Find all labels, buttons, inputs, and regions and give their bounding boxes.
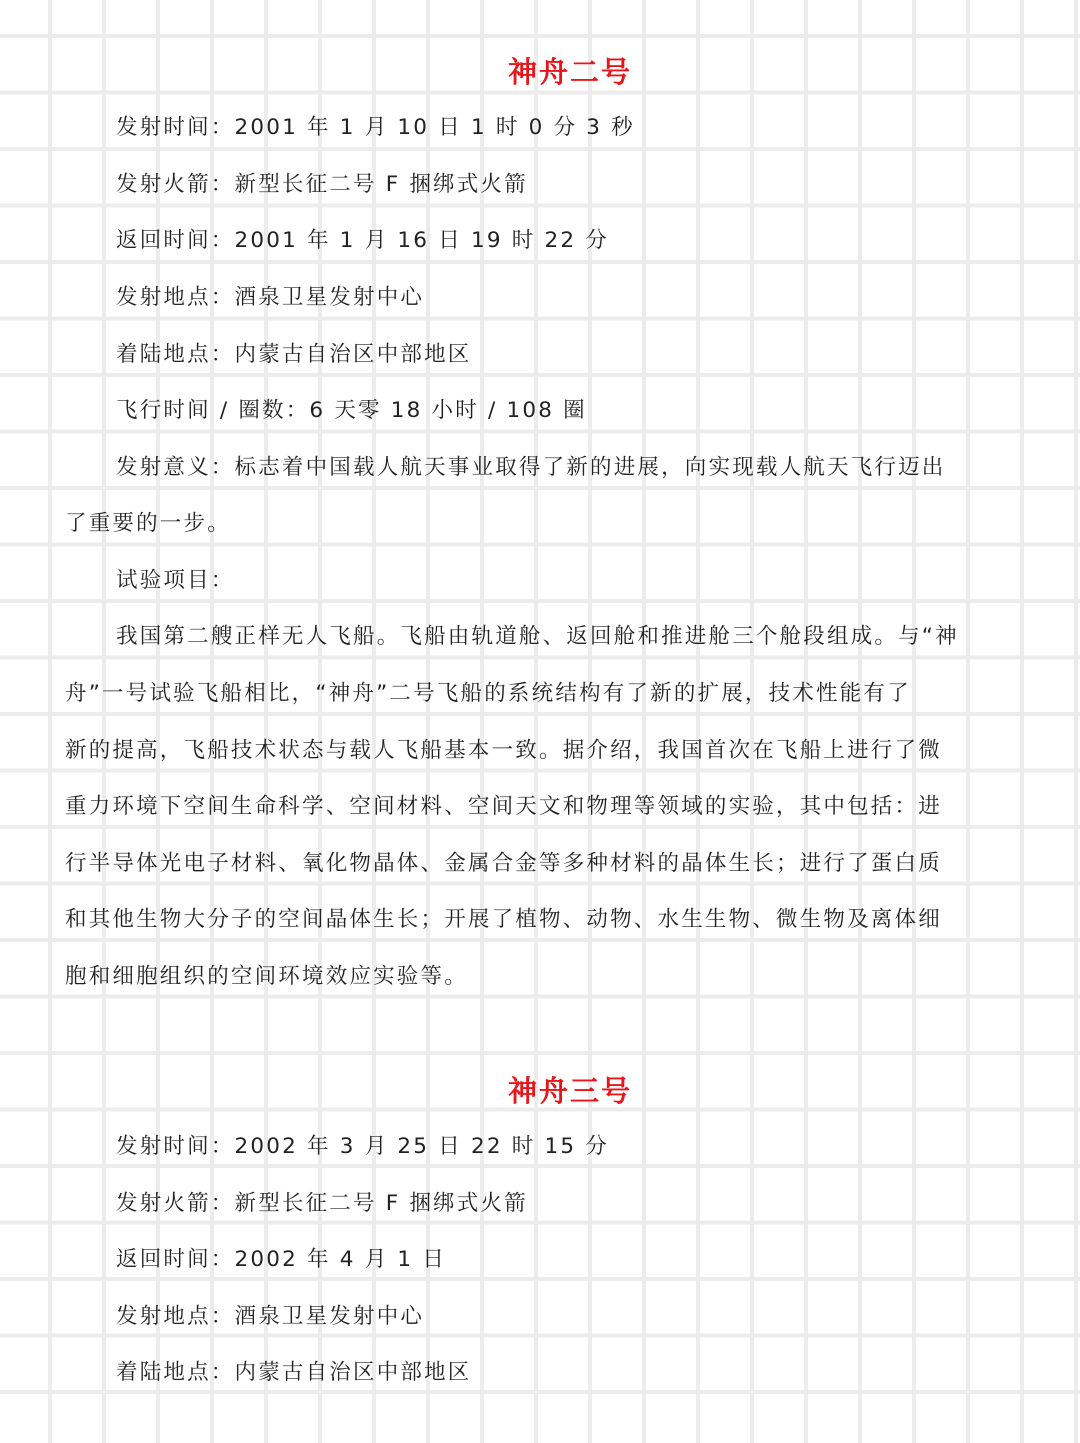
launch-site-line: 发射地点：酒泉卫星发射中心 xyxy=(116,285,425,310)
experiments-paragraph-line: 胞和细胞组织的空间环境效应实验等。 xyxy=(65,964,468,989)
return-time-line: 返回时间：2002 年 4 月 1 日 xyxy=(116,1247,447,1272)
significance-line: 发射意义：标志着中国载人航天事业取得了新的进展，向实现载人航天飞行迈出 xyxy=(116,455,946,480)
landing-site-line: 着陆地点：内蒙古自治区中部地区 xyxy=(116,1360,472,1385)
experiments-paragraph-line: 重力环境下空间生命科学、空间材料、空间天文和物理等领域的实验，其中包括：进 xyxy=(65,794,942,819)
experiments-paragraph-line: 舟”一号试验飞船相比，“神舟”二号飞船的系统结构有了新的扩展，技术性能有了 xyxy=(65,681,911,706)
section-title-shenzhou-3: 神舟三号 xyxy=(507,1074,632,1108)
flight-duration-line: 飞行时间 / 圈数：6 天零 18 小时 / 108 圈 xyxy=(116,398,587,423)
significance-line-cont: 了重要的一步。 xyxy=(65,511,231,536)
experiments-paragraph-line: 新的提高，飞船技术状态与载人飞船基本一致。据介绍，我国首次在飞船上进行了微 xyxy=(65,738,942,763)
launch-time-line: 发射时间：2002 年 3 月 25 日 22 时 15 分 xyxy=(116,1134,609,1159)
experiments-paragraph-line: 行半导体光电子材料、氧化物晶体、金属合金等多种材料的晶体生长；进行了蛋白质 xyxy=(65,851,942,876)
return-time-line: 返回时间：2001 年 1 月 16 日 19 时 22 分 xyxy=(116,228,609,253)
launch-rocket-line: 发射火箭：新型长征二号 F 捆绑式火箭 xyxy=(116,172,528,197)
experiments-paragraph-line: 和其他生物大分子的空间晶体生长；开展了植物、动物、水生生物、微生物及离体细 xyxy=(65,907,942,932)
landing-site-line: 着陆地点：内蒙古自治区中部地区 xyxy=(116,342,472,367)
launch-site-line: 发射地点：酒泉卫星发射中心 xyxy=(116,1304,425,1329)
experiments-heading: 试验项目： xyxy=(116,568,235,593)
section-title-shenzhou-2: 神舟二号 xyxy=(507,55,632,89)
launch-time-line: 发射时间：2001 年 1 月 10 日 1 时 0 分 3 秒 xyxy=(116,115,635,140)
experiments-paragraph-line: 我国第二艘正样无人飞船。飞船由轨道舱、返回舱和推进舱三个舱段组成。与“神 xyxy=(116,624,959,649)
launch-rocket-line: 发射火箭：新型长征二号 F 捆绑式火箭 xyxy=(116,1191,528,1216)
